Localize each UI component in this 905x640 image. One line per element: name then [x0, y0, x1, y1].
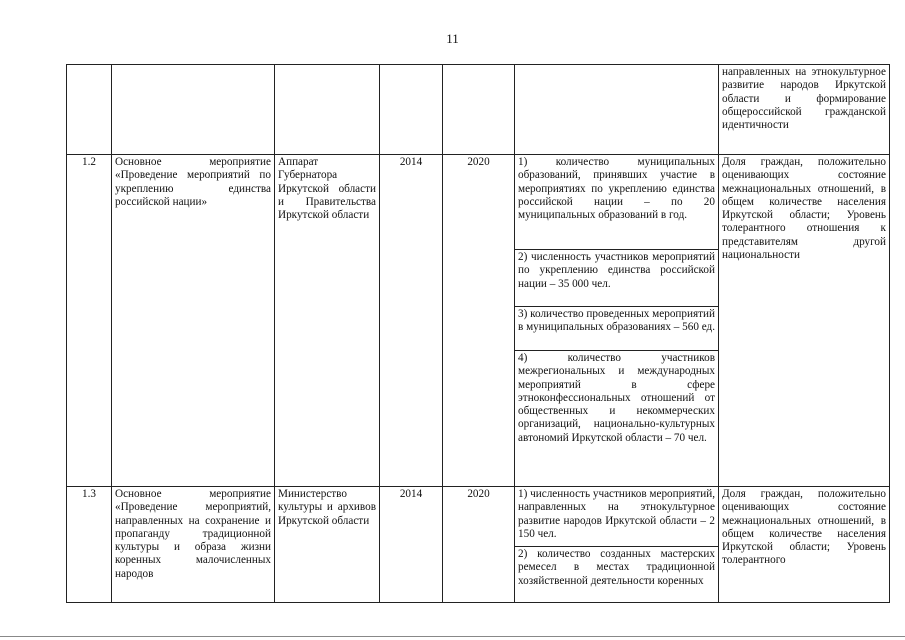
- result-item: 4) количество участников межрегиональных и международных мероприятий в сфере этноконфессиональных отношений от общественных и некоммерческих организаций, национально-культурных автономий Иркутской области – 70 чел.: [515, 351, 719, 487]
- executor: Аппарат Губернатора Иркутской области и Правительства Иркутской области: [275, 155, 380, 487]
- indicators: Доля граждан, положительно оценивающих состояние межнациональных отношений, в общем количестве населения Иркутской области; Уровень толерантного отношения к представителям другой национальности: [719, 155, 890, 487]
- executor-cell: [275, 65, 380, 155]
- result-item: 2) количество созданных мастерских ремесел в местах традиционной хозяйственной деятельности коренных: [515, 547, 719, 603]
- table-row: [67, 65, 890, 155]
- program-table: [66, 64, 890, 603]
- event-cell: [112, 65, 275, 155]
- results-cell: [515, 65, 719, 155]
- result-item: 1) численность участников мероприятий, направленных на этнокультурное развитие народов Иркутской области – 2 150 чел.: [515, 487, 719, 547]
- year-end: 2020: [443, 487, 515, 603]
- result-item: 2) численность участников мероприятий по укреплению единства российской нации – 35 000 чел.: [515, 250, 719, 307]
- row-number: 1.3: [67, 487, 112, 603]
- year-end: 2020: [443, 155, 515, 487]
- table-row: [67, 487, 890, 547]
- event-name: Основное мероприятие «Проведение мероприятий, направленных на сохранение и пропаганду традиционной культуры и образа жизни коренных малочисленных народов: [112, 487, 275, 603]
- row-number: 1.2: [67, 155, 112, 487]
- year-start: 2014: [380, 155, 443, 487]
- result-item: 1) количество муниципальных образований, принявших участие в мероприятиях по укреплению единства российской нации – по 20 муниципальных образований в год.: [515, 155, 719, 250]
- num-cell: [67, 65, 112, 155]
- page-bottom-edge: [0, 636, 905, 637]
- event-name: Основное мероприятие «Проведение мероприятий по укреплению единства российской нации»: [112, 155, 275, 487]
- page-number: 11: [446, 31, 459, 46]
- year-start-cell: [380, 65, 443, 155]
- year-start: 2014: [380, 487, 443, 603]
- result-item: 3) количество проведенных мероприятий в муниципальных образованиях – 560 ед.: [515, 307, 719, 351]
- indicators: Доля граждан, положительно оценивающих состояние межнациональных отношений, в общем количестве населения Иркутской области; Уровень толерантного: [719, 487, 890, 603]
- table-row: [67, 155, 890, 250]
- executor: Министерство культуры и архивов Иркутской области: [275, 487, 380, 603]
- indicator-cell: направленных на этнокультурное развитие народов Иркутской области и формирование общероссийской гражданской идентичности: [719, 65, 890, 155]
- year-end-cell: [443, 65, 515, 155]
